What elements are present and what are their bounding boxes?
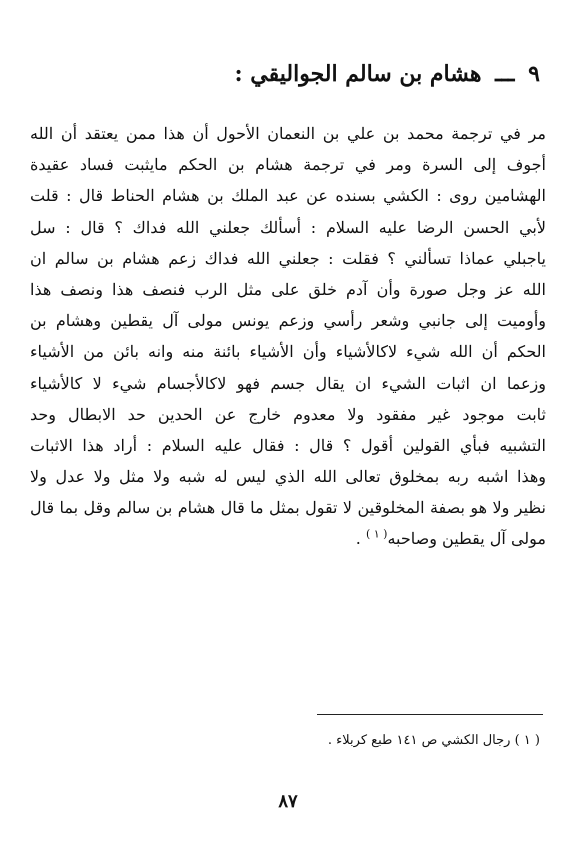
body-line-last: مولى آل يقطين وصاحبه$^{( ١ )}$ . (355, 528, 546, 549)
footnote-divider (317, 714, 543, 715)
section-heading (36, 56, 540, 92)
body-line: أجوف إلى السرة ومر في ترجمة هشام بن الحكم مايثبت فساد عقيدة (30, 155, 546, 175)
body-line: الله عز وجل صورة وأن آدم خلق على مثل الرب فنصف هذا ونصف هذا (30, 279, 546, 299)
footnote: ( ١ ) رجال الكشي ص ١٤١ طبع كربلاء . (327, 733, 540, 748)
body-line: وزعما ان اثبات الشيء ان يقال جسم فهو لاكالأجسام شيء لا كالأشياء (30, 373, 546, 393)
section-dash: ـــ (495, 61, 515, 87)
body-line: وهذا اشبه ربه بمخلوق تعالى الله الذي ليس له شبه ولا مثل ولا عدل ولا (30, 467, 546, 487)
body-line: نظير ولا هو بصفة المخلوقين لا تقول بمثل ما قال هشام بن سالم وقل بما قال (30, 498, 546, 518)
body-line: الهشامين روى : الكشي بسنده عن عبد الملك بن هشام الحناط قال : قلت (30, 186, 546, 206)
footnote-reference: ( ١ ) (365, 528, 388, 542)
body-line: الحكم أن الله شيء لاكالأشياء وأن الأشياء بائنة منه وانه بائن من الأشياء (30, 342, 546, 362)
body-line: ياجبلي عماذا تسألني ؟ فقلت : جعلني الله فداك زعم هشام بن سالم ان (30, 248, 546, 268)
body-line: مر في ترجمة محمد بن علي بن النعمان الأحول أن هذا ممن يعتقد أن الله (30, 124, 546, 143)
body-line: لأبي الحسن الرضا عليه السلام : أسألك جعلني الله فداك ؟ قال : سل (30, 217, 546, 237)
body-text (30, 118, 546, 555)
section-number: ٩ (528, 61, 540, 87)
body-line: ثابت موجود غير مفقود ولا معدوم خارج عن الحدين حد الابطال وحد (30, 404, 546, 424)
body-line: وأوميت إلى جانبي وشعر رأسي وزعم يونس مولى آل يقطين وهشام بن (30, 311, 546, 331)
body-line: التشبيه فبأي القولين أقول ؟ قال : فقال عليه السلام : أراد هذا الاثبات (30, 435, 546, 455)
section-title: هشام بن سالم الجواليقي : (234, 61, 482, 87)
body-line-text: مولى آل يقطين وصاحبه (387, 529, 546, 549)
page-number: ٨٧ (278, 791, 298, 812)
